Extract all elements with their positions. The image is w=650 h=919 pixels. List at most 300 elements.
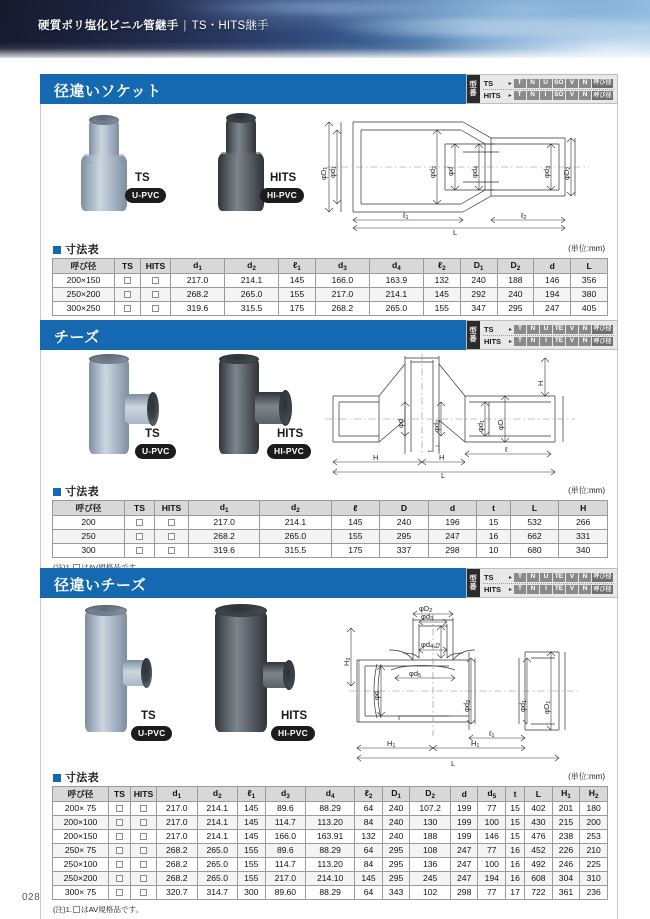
badge-cell: V [566,79,578,88]
arrow-right-icon: ▸ [508,93,512,99]
svg-text:φd2: φd2 [428,165,438,178]
cell: 15 [506,830,525,844]
checkbox-icon[interactable] [136,547,143,554]
table-head-row [41,482,617,500]
product-label-hits: HITS [281,710,308,722]
section-tee [40,320,618,579]
product-label-ts: TS [135,172,150,184]
section-reducing-socket [40,74,618,337]
section-title: チーズ [54,329,100,346]
cell: 331 [559,530,608,544]
cell-ts-check[interactable] [125,516,155,530]
cell-ts-check[interactable] [109,816,131,830]
cell: 145 [238,830,266,844]
cell: 175 [279,302,316,316]
cell: 722 [525,886,553,900]
checkbox-icon[interactable] [168,519,175,526]
checkbox-icon [73,906,80,913]
checkbox-icon[interactable] [168,533,175,540]
cell: 240 [382,816,410,830]
material-pill-upvc: U-PVC [131,726,172,741]
col-d1: $d_1$ [157,787,198,802]
checkbox-icon[interactable] [116,833,123,840]
col-d3: $d_3$ [315,259,369,274]
cell: 114.7 [265,858,306,872]
cell: 10 [477,544,510,558]
cell: 405 [571,302,608,316]
cell: 155 [279,288,316,302]
cell: 240 [382,802,410,816]
cell-ts-check[interactable] [109,830,131,844]
badge-cell: U [540,79,552,88]
banner-main-title: 硬質ポリ塩化ビニル管継手 [38,20,179,32]
cell-hits-check[interactable] [141,302,171,316]
cell-ts-check[interactable] [115,288,141,302]
col-d5: $d_5$ [478,787,506,802]
badge-cell-size: 呼び径 [593,574,612,580]
arrow-right-icon: ▸ [508,587,512,593]
cell-yobikei: 300 [53,544,125,558]
svg-text:ℓ: ℓ [505,445,508,454]
cell: 298 [450,886,478,900]
svg-text:φd3: φd3 [542,165,552,178]
svg-text:φD2: φD2 [419,604,433,614]
cell: 268.2 [157,858,198,872]
checkbox-icon[interactable] [116,805,123,812]
cell: 145 [238,816,266,830]
cell: 608 [525,872,553,886]
badge-cell: I [540,585,552,594]
cell: 100 [478,816,506,830]
kataban-vertical-label [467,321,480,349]
table-row [53,844,608,858]
note-prefix: (注)1. [53,905,72,914]
cell: 246 [552,858,580,872]
unit-label: (単位:mm) [568,486,605,495]
badge-cell: N [579,91,591,100]
cell: 155 [238,872,266,886]
svg-text:φD: φD [496,419,505,430]
svg-text:φD2: φD2 [562,166,572,180]
cell: 215 [552,816,580,830]
badge-cell: N [527,79,539,88]
cell: 16 [477,530,510,544]
badge-row-ts [483,571,614,583]
table-title [53,769,99,785]
cell: 64 [355,802,383,816]
cell-ts-check[interactable] [125,544,155,558]
svg-text:φd1: φd1 [476,419,486,432]
col-d1: $d_1$ [171,259,225,274]
cell: 214.1 [197,830,238,844]
col-l: ℓ [331,501,380,516]
badge-cell: TE [554,585,564,593]
arrow-right-icon: ▸ [508,339,512,345]
cell-yobikei: 250×100 [53,858,109,872]
cell: 662 [510,530,559,544]
kataban-vertical-label [467,569,480,597]
cell-yobikei: 250× 75 [53,844,109,858]
cell: 217.0 [315,288,369,302]
banner-fade [0,42,650,58]
cell: 77 [478,886,506,900]
badge-cell-size: 呼び径 [593,338,612,345]
badge-rows [480,321,617,349]
checkbox-icon[interactable] [136,533,143,540]
cell: 314.7 [197,886,238,900]
cell: 238 [552,830,580,844]
col-d4: $d_4$ [369,259,423,274]
section-header [40,320,618,350]
cell-hits-check[interactable] [141,288,171,302]
badge-row-hits [483,583,614,595]
cell: 356 [571,274,608,288]
dimension-table-wrapper [40,482,618,579]
badge-cell: T [514,91,526,100]
svg-text:t: t [428,450,434,452]
badge-row-type: HITS [483,91,501,100]
cell: 295 [380,530,429,544]
arrow-right-icon: ▸ [508,326,512,333]
col-ts: TS [115,259,141,274]
product-photo-hits [189,604,329,754]
dimension-table [52,500,608,558]
checkbox-icon[interactable] [152,305,159,312]
cell: 268.2 [157,872,198,886]
cell: 214.10 [306,872,355,886]
cell-yobikei: 200 [53,516,125,530]
badge-cell: N [579,325,591,334]
badge-row-hits [483,89,614,101]
cell-hits-check[interactable] [155,544,189,558]
table-body [53,516,608,558]
svg-text:φd3: φd3 [421,612,434,622]
cell: 130 [410,816,451,830]
badge-cell: N [527,91,539,100]
unit-label: (単位:mm) [568,772,605,781]
badge-row-hits [483,335,614,347]
col-D: D [380,501,429,516]
col-t: t [506,787,525,802]
col-d: d [428,501,477,516]
cell-yobikei: 250×200 [53,288,115,302]
cell-ts-check[interactable] [109,872,131,886]
svg-text:H: H [536,380,545,386]
cell: 226 [552,844,580,858]
cell-hits-check[interactable] [131,858,157,872]
material-pill-hipvc: HI-PVC [267,444,311,459]
cell: 265.0 [369,302,423,316]
checkbox-icon[interactable] [152,277,159,284]
badge-row-type: HITS [483,585,502,594]
cell: 214.1 [197,816,238,830]
cell-yobikei: 200×150 [53,274,115,288]
cell: 113.20 [306,858,355,872]
svg-text:L: L [441,471,446,478]
table-note [41,900,617,919]
badge-rows [480,75,617,103]
badge-cell: I [540,337,552,346]
cell-yobikei: 200×100 [53,816,109,830]
technical-drawing-reducing-socket [313,108,613,236]
cell-hits-check[interactable] [131,830,157,844]
checkbox-icon[interactable] [116,861,123,868]
product-label-ts: TS [141,710,156,722]
badge-cell: N [579,337,591,346]
checkbox-icon[interactable] [136,519,143,526]
cell-hits-check[interactable] [155,516,189,530]
cell-ts-check[interactable] [115,274,141,288]
badge-row-type: TS [483,78,494,88]
cloud-streak-decoration-2 [180,2,480,14]
dimension-table [52,786,608,900]
checkbox-icon[interactable] [124,305,131,312]
col-d: d [534,259,571,274]
kataban-char-1: 型 [469,80,477,89]
badge-cell-size: 呼び径 [593,586,612,593]
badge-cell: SO [554,78,564,86]
cell: 247 [428,530,477,544]
cell: 268.2 [171,288,225,302]
cell: 84 [355,858,383,872]
svg-text:φd1: φd1 [518,699,528,712]
cell: 680 [510,544,559,558]
cell: 163.9 [369,274,423,288]
cell: 240 [497,288,534,302]
cell-ts-check[interactable] [115,302,141,316]
badge-cell: U [540,573,552,582]
table-row [53,872,608,886]
cell-ts-check[interactable] [109,802,131,816]
col-d4: $d_4$ [306,787,355,802]
cell-ts-check[interactable] [109,844,131,858]
cell: 155 [238,858,266,872]
cell: 102 [410,886,451,900]
bullet-square-icon [53,246,61,254]
kataban-char-2: 番 [469,88,477,97]
kataban-char-1: 型 [469,574,478,583]
checkbox-icon[interactable] [116,819,123,826]
col-dd2: $D_2$ [410,787,451,802]
table-row [53,816,608,830]
cell: 240 [380,516,429,530]
cell-yobikei: 250 [53,530,125,544]
checkbox-icon[interactable] [140,861,147,868]
svg-text:H1: H1 [387,739,396,749]
cell-hits-check[interactable] [155,530,189,544]
kataban-char-2: 番 [469,582,478,591]
cell: 315.5 [260,544,331,558]
cell: 107.2 [410,802,451,816]
cell: 77 [478,802,506,816]
banner-title [38,17,269,33]
cell: 214.1 [369,288,423,302]
badge-cell: V [566,325,578,334]
badge-row-ts [483,77,614,89]
cell: 180 [580,802,608,816]
col-L: L [510,501,559,516]
badge-cell: U [540,325,552,334]
cell: 64 [355,886,383,900]
section-header [40,568,618,598]
checkbox-icon[interactable] [116,875,123,882]
cell: 145 [423,288,460,302]
svg-text:φd: φd [372,690,381,700]
cell: 268.2 [157,844,198,858]
cell: 214.1 [260,516,331,530]
checkbox-icon[interactable] [116,889,123,896]
cell: 245 [410,872,451,886]
table-row [53,274,608,288]
cell-ts-check[interactable] [125,530,155,544]
product-label-hits: HITS [270,172,297,184]
col-h1: $H_1$ [552,787,580,802]
cell: 145 [238,802,266,816]
cell-hits-check[interactable] [131,886,157,900]
model-number-badge [466,320,618,350]
cell: 84 [355,816,383,830]
cell: 265.0 [197,858,238,872]
col-t: t [477,501,510,516]
checkbox-icon[interactable] [124,291,131,298]
cell: 217.0 [157,802,198,816]
cell: 155 [331,530,380,544]
cell: 155 [423,302,460,316]
section-reducing-tee [40,568,618,919]
table-header-row [53,787,608,802]
badge-cell: SO [554,91,564,99]
cell: 196 [428,516,477,530]
cell: 532 [510,516,559,530]
checkbox-icon[interactable] [140,833,147,840]
table-row [53,544,608,558]
cell: 145 [355,872,383,886]
cell: 15 [506,802,525,816]
cell: 166.0 [315,274,369,288]
cell: 343 [382,886,410,900]
col-l2: ℓ$_2$ [423,259,460,274]
badge-cell: N [527,585,539,594]
badge-row-type: TS [483,324,494,334]
cell: 89.6 [265,802,306,816]
cell: 113.20 [306,816,355,830]
cell: 236 [580,886,608,900]
material-pill-upvc: U-PVC [135,444,176,459]
checkbox-icon[interactable] [140,847,147,854]
col-ts: TS [109,787,131,802]
cell: 240 [460,274,497,288]
checkbox-icon[interactable] [140,805,147,812]
svg-text:L: L [453,228,458,236]
cell-yobikei: 300×250 [53,302,115,316]
cell: 89.6 [265,844,306,858]
cell: 295 [497,302,534,316]
cell-yobikei: 200× 75 [53,802,109,816]
table-header-row [53,259,608,274]
table-row [53,802,608,816]
cell-ts-check[interactable] [109,858,131,872]
table-row [53,858,608,872]
table-title-text: 寸法表 [65,486,99,498]
cell: 240 [382,830,410,844]
dimension-table-wrapper [40,768,618,919]
cell: 194 [534,288,571,302]
checkbox-icon[interactable] [140,819,147,826]
cell: 17 [506,886,525,900]
svg-text:ℓ2: ℓ2 [521,211,527,221]
table-row [53,288,608,302]
badge-rows [480,569,617,597]
section-title: 径違いソケット [54,83,162,100]
cell: 402 [525,802,553,816]
product-label-hits: HITS [277,428,304,440]
section-body [40,350,618,482]
cell: 300 [238,886,266,900]
cell: 268.2 [315,302,369,316]
cell: 347 [460,302,497,316]
cell-hits-check[interactable] [131,844,157,858]
table-body [53,274,608,316]
checkbox-icon[interactable] [116,847,123,854]
badge-row-type: HITS [483,337,502,346]
svg-text:φd: φd [446,166,455,176]
cell-hits-check[interactable] [131,802,157,816]
badge-cell: N [527,337,539,346]
col-H: H [559,501,608,516]
svg-text:ℓ2: ℓ2 [432,642,442,648]
bullet-square-icon [53,488,61,496]
material-pill-hipvc: HI-PVC [260,188,304,203]
banner-subtitle: TS・HITS継手 [191,20,269,32]
cell: 166.0 [265,830,306,844]
col-d2: $d_2$ [197,787,238,802]
cell: 199 [450,830,478,844]
svg-text:φd4: φd4 [470,165,480,178]
cell-hits-check[interactable] [131,816,157,830]
svg-text:φd1: φd1 [328,165,338,178]
cell: 16 [506,844,525,858]
kataban-char-1: 型 [469,326,478,335]
cell: 199 [450,816,478,830]
checkbox-icon[interactable] [124,277,131,284]
badge-cell: I [540,91,552,100]
cell-hits-check[interactable] [141,274,171,288]
table-title-text: 寸法表 [65,244,99,256]
checkbox-icon[interactable] [140,875,147,882]
kataban-char-2: 番 [469,334,478,343]
checkbox-icon[interactable] [152,291,159,298]
product-label-ts: TS [145,428,160,440]
cell: 380 [571,288,608,302]
model-number-badge [466,568,618,598]
col-yobikei: 呼び径 [53,259,115,274]
svg-text:φD1: φD1 [319,166,329,180]
cell: 247 [534,302,571,316]
table-row [53,830,608,844]
svg-text:H: H [439,453,445,462]
cell: 295 [382,844,410,858]
cell: 132 [355,830,383,844]
cell-hits-check[interactable] [131,872,157,886]
badge-cell: TE [554,324,564,332]
cell-ts-check[interactable] [109,886,131,900]
cell: 16 [506,858,525,872]
cell: 217.0 [265,872,306,886]
checkbox-icon[interactable] [140,889,147,896]
col-hits: HITS [131,787,157,802]
checkbox-icon[interactable] [168,547,175,554]
cell: 15 [477,516,510,530]
